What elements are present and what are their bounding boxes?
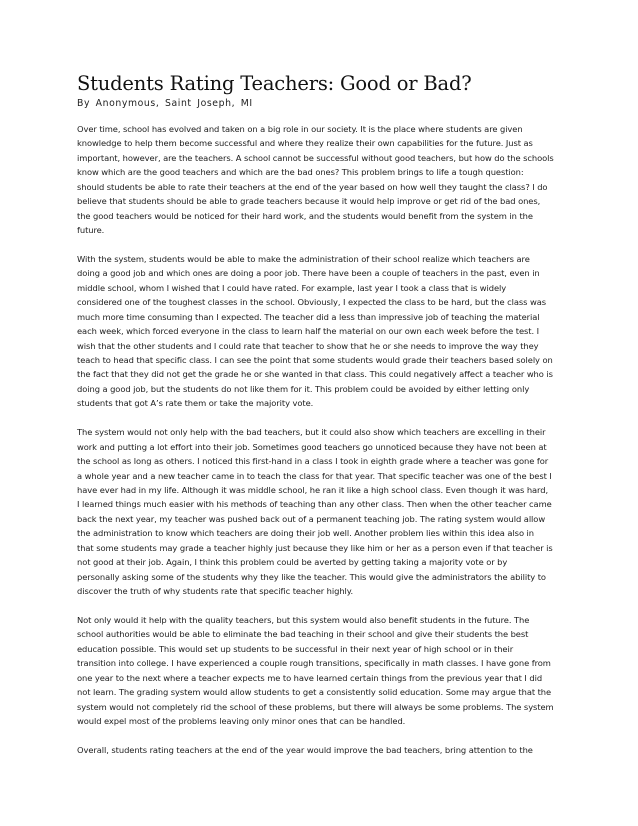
text-line: Over time, school has evolved and taken on a big role in our society. It is the place where students are given <box>77 124 523 134</box>
text-line: important, however, are the teachers. A school cannot be successful without good teachers, but how do the schools <box>77 152 554 163</box>
text-line: transition into college. I have experienced a couple rough transitions, specifically in math classes. I have gone from <box>77 658 551 669</box>
text-line: wish that the other students and I could rate that teacher to show that he or she needs to improve the way they <box>77 340 539 351</box>
text-line: With the system, students would be able to make the administration of their school realize which teachers are <box>77 253 530 264</box>
text-line: know which are the good teachers and which are the bad ones? This problem brings to life a tough question: <box>77 167 524 178</box>
paragraph <box>77 425 567 598</box>
text-line: have ever had in my life. Although it was middle school, he ran it like a high school class. Even though it was hard, <box>77 484 549 495</box>
text-line: not good at their job. Again, I think this problem could be averted by getting taking a majority vote or by <box>77 557 508 568</box>
text-line: the administration to know which teachers are doing their job well. Another problem lies within this idea also in <box>77 528 534 539</box>
text-line: work and putting a lot effort into their job. Sometimes good teachers go unnoticed because they have not been at <box>77 441 547 452</box>
text-line: not learn. The grading system would allow students to get a consistently solid education. Some may argue that the <box>77 687 552 698</box>
text-line: students that got A’s rate them or take the majority vote. <box>77 398 314 409</box>
paragraph <box>77 613 567 729</box>
article-byline: By Anonymous, Saint Joseph, MI <box>77 98 253 109</box>
text-line: teach to head that specific class. I can see the point that some students would grade their teachers based solely on <box>77 355 553 365</box>
text-line: The system would not only help with the bad teachers, but it could also show which teachers are excelling in their <box>77 427 546 438</box>
article-body <box>77 122 567 772</box>
text-line: that some students may grade a teacher highly just because they like him or her as a person even if that teacher is <box>77 542 553 553</box>
text-line: Overall, students rating teachers at the end of the year would improve the bad teachers, bring attention to the <box>77 744 533 755</box>
text-line: considered one of the toughest classes in the school. Obviously, I expected the class to be hard, but the class was <box>77 297 547 308</box>
text-line: system would not completely rid the school of these problems, but there will always be some problems. The system <box>77 701 554 712</box>
text-line: much more time consuming than I expected. The teacher did a less than impressive job of teaching the material <box>77 311 540 322</box>
text-line: middle school, whom I wished that I could have rated. For example, last year I took a class that is widely <box>77 282 507 293</box>
text-line: personally asking some of the students why they like the teacher. This would give the administrators the ability to <box>77 571 546 582</box>
paragraph <box>77 252 567 411</box>
text-line: would expel most of the problems leaving only minor ones that can be handled. <box>77 715 406 726</box>
text-line: should students be able to rate their teachers at the end of the year based on how well they taught the class? I do <box>77 181 548 192</box>
text-line: doing a good job, but the students do not like them for it. This problem could be avoided by either letting only <box>77 383 530 394</box>
text-line: doing a good job and which ones are doing a poor job. There have been a couple of teachers in the past, even in <box>77 268 540 279</box>
text-line: one year to the next where a teacher expects me to have learned certain things from the previous year that I did <box>77 672 543 683</box>
paragraph <box>77 122 567 238</box>
text-line: school authorities would be able to eliminate the bad teaching in their school and give their students the best <box>77 629 529 640</box>
text-line: believe that students should be able to grade teachers because it would help improve or get rid of the bad ones, <box>77 196 541 207</box>
text-line: each week, which forced everyone in the class to learn half the material on our own each week before the test. I <box>77 326 540 337</box>
text-line: the good teachers would be noticed for their hard work, and the students would benefit from the system in the <box>77 210 533 221</box>
text-line: discover the truth of why students rate that specific teacher highly. <box>77 586 354 596</box>
text-line: Not only would it help with the quality teachers, but this system would also benefit students in the future. The <box>77 614 530 625</box>
text-line: back the next year, my teacher was pushed back out of a permanent teaching job. The rating system would allow <box>77 513 546 524</box>
text-line: the fact that they did not get the grade he or she wanted in that class. This could negatively affect a teacher who is <box>77 369 553 380</box>
text-line: the school as long as others. I noticed this first-hand in a class I took in eighth grade where a teacher was gone for <box>77 456 549 467</box>
text-line: knowledge to help them become successful and where they realize their own capabilities for the future. Just as <box>77 138 533 149</box>
text-line: education possible. This would set up students to be successful in their next year of high school or in their <box>77 643 514 654</box>
article-title: Students Rating Teachers: Good or Bad? <box>77 72 472 95</box>
paragraph <box>77 743 567 757</box>
text-line: future. <box>77 225 105 236</box>
text-line: I learned things much easier with his methods of teaching than any other class. Then when the other teacher came <box>77 499 552 510</box>
text-line: a whole year and a new teacher came in to teach the class for that year. That specific teacher was one of the best I <box>77 470 552 481</box>
